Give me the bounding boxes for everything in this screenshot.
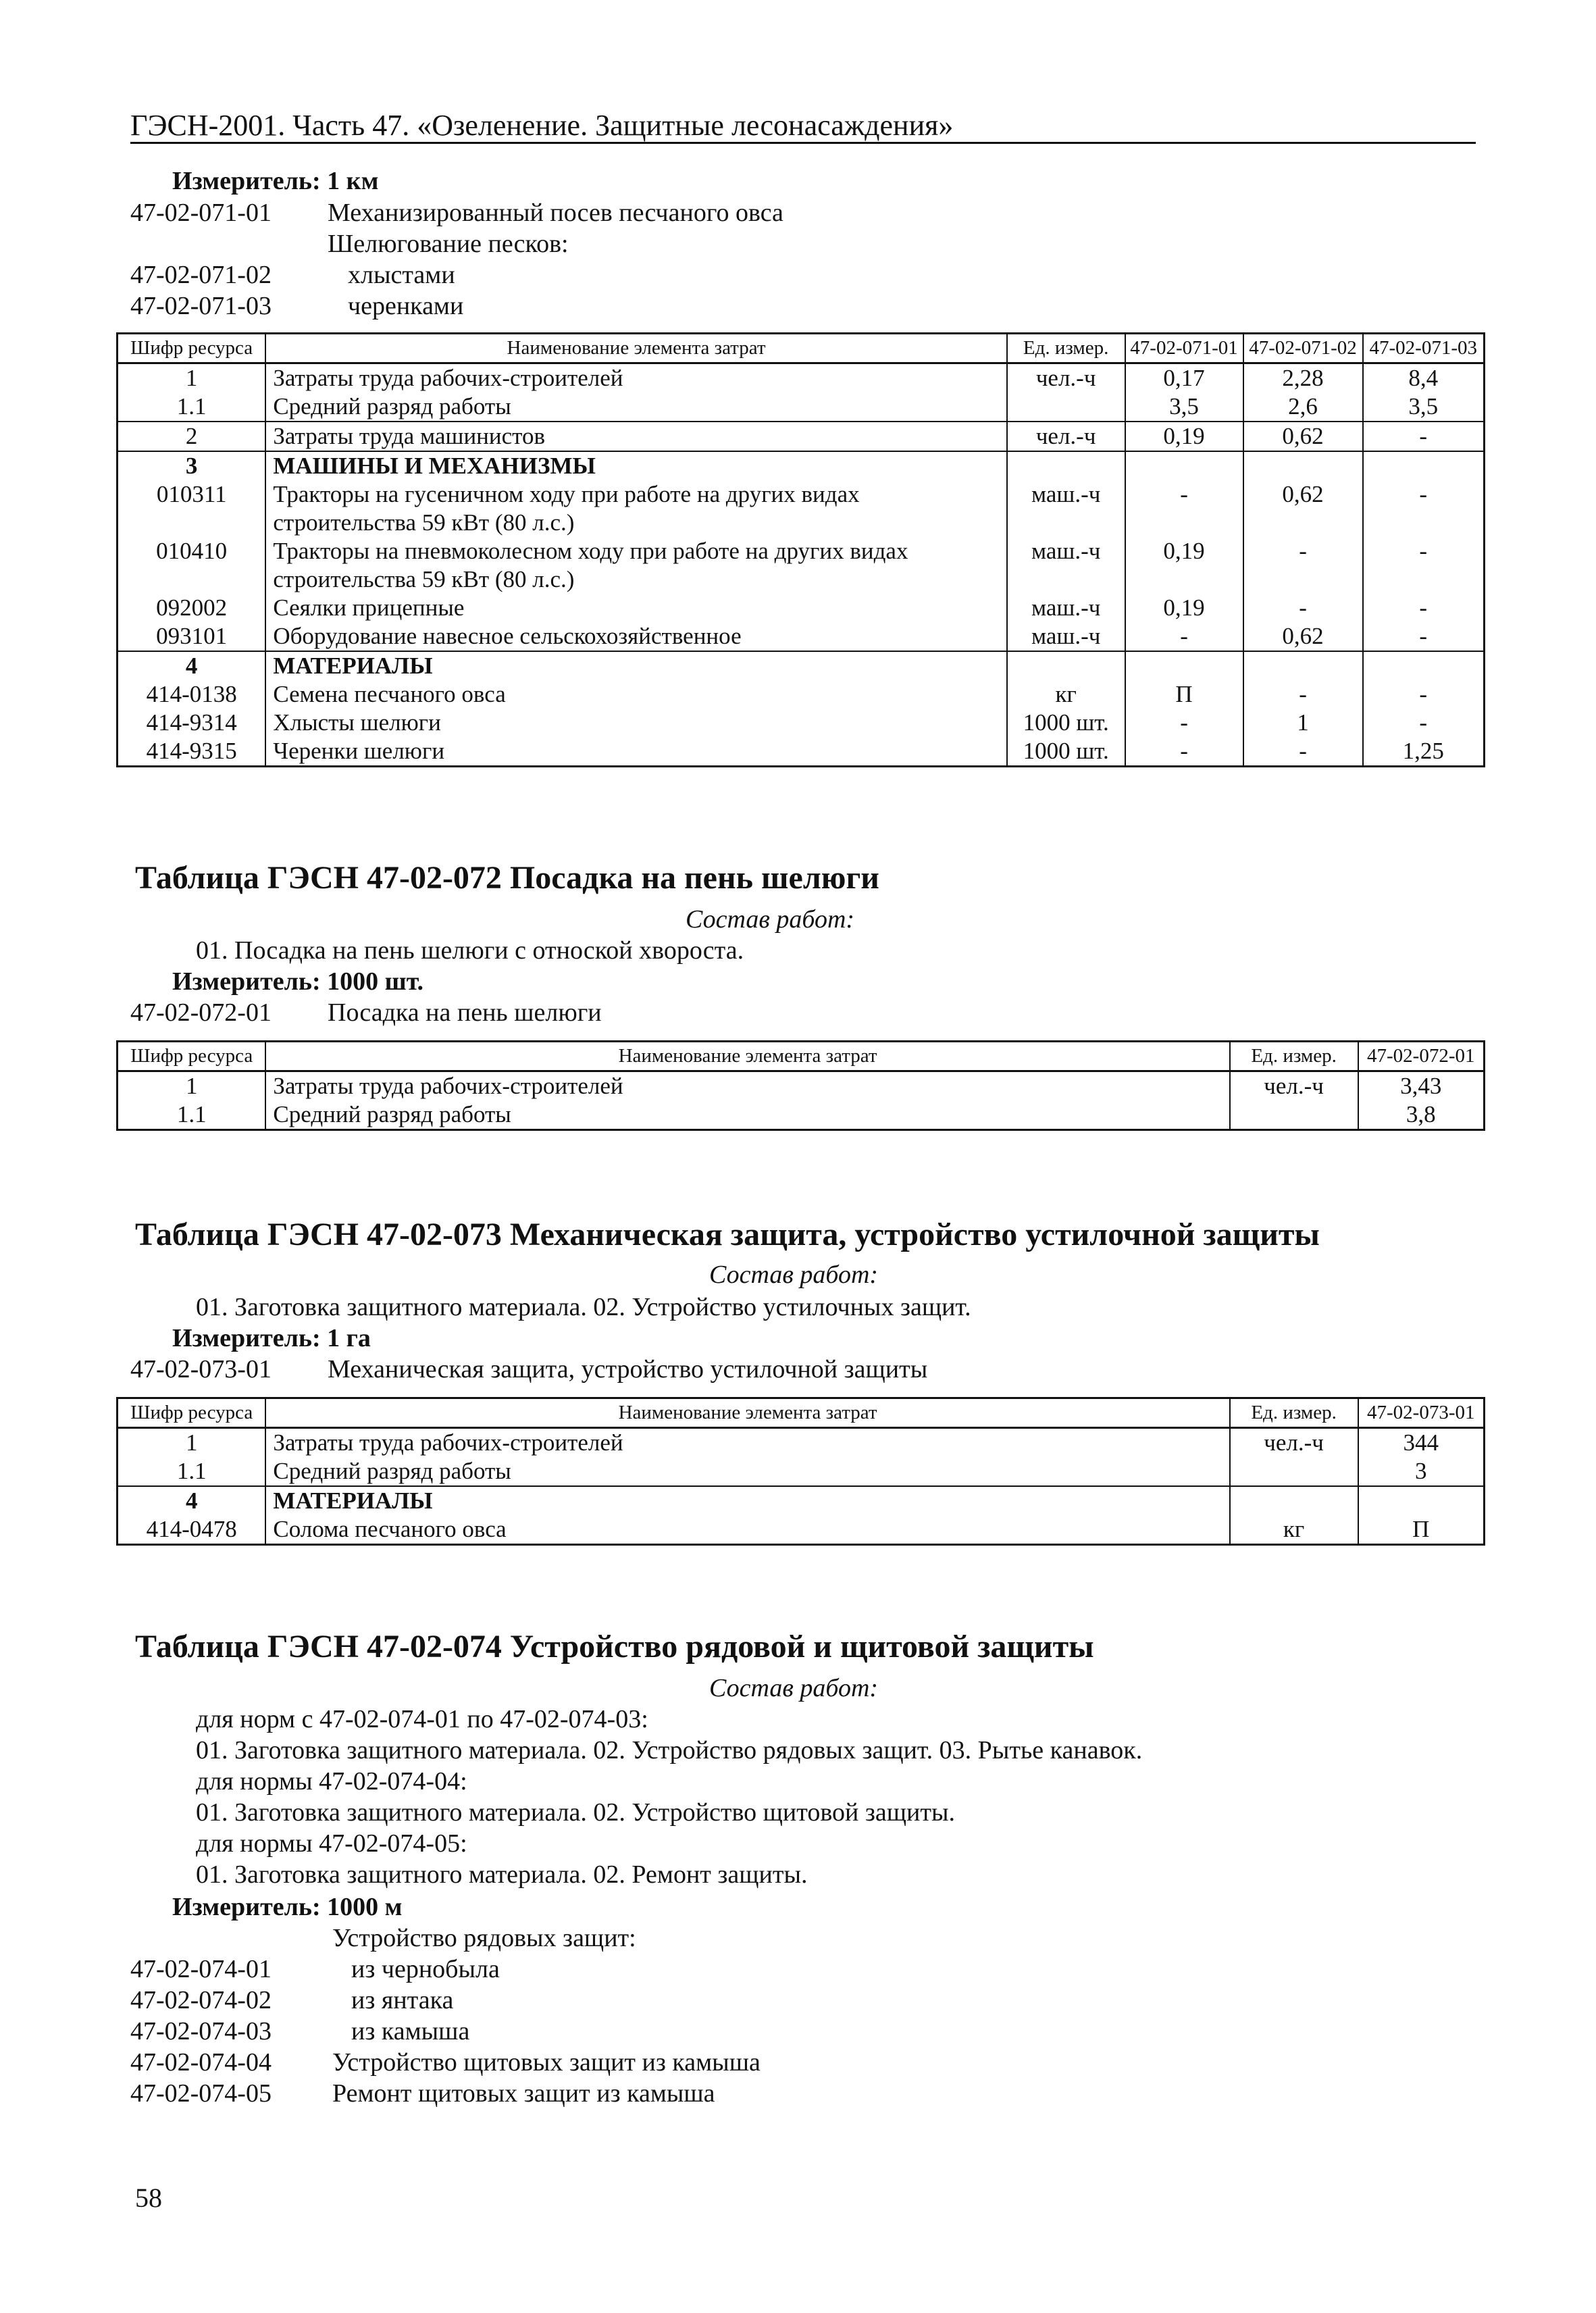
cell-value: 3,5 bbox=[1363, 392, 1485, 422]
cell-unit: кг bbox=[1007, 680, 1125, 709]
cell-value: П bbox=[1358, 1515, 1485, 1545]
norm-code: 47-02-074-02 bbox=[130, 1986, 272, 2014]
cell-name: Затраты труда рабочих-строителей bbox=[265, 1071, 1229, 1101]
cell-unit: чел.-ч bbox=[1007, 363, 1125, 393]
cell-value: 2,28 bbox=[1243, 363, 1363, 393]
norm-code: 47-02-073-01 bbox=[130, 1355, 272, 1383]
header-cell: Ед. измер. bbox=[1230, 1042, 1358, 1071]
cell-value: 8,4 bbox=[1363, 363, 1485, 393]
norm-code: 47-02-074-04 bbox=[130, 2048, 272, 2077]
table-row bbox=[118, 1486, 1485, 1515]
cell-value: - bbox=[1363, 709, 1485, 737]
composition-label: Состав работ: bbox=[709, 1261, 879, 1289]
cell-code: 1 bbox=[118, 1428, 266, 1458]
cell-name: Затраты труда машинистов bbox=[265, 422, 1006, 451]
table-row bbox=[118, 594, 1485, 622]
norm-text: черенками bbox=[348, 292, 464, 320]
resource-table-071 bbox=[116, 332, 1485, 767]
norm-text: Механическая защита, устройство устилочной защиты bbox=[328, 1355, 928, 1383]
page-number: 58 bbox=[135, 2183, 162, 2213]
table-row bbox=[118, 1100, 1485, 1130]
composition-line: для норм с 47-02-074-01 по 47-02-074-03: bbox=[196, 1705, 648, 1733]
norm-code: 47-02-074-03 bbox=[130, 2017, 272, 2045]
cell-code: 1.1 bbox=[118, 1100, 266, 1130]
cell-name: Сеялки прицепные bbox=[265, 594, 1006, 622]
header-cell: 47-02-072-01 bbox=[1358, 1042, 1485, 1071]
table-row bbox=[118, 622, 1485, 651]
cell-value: 0,62 bbox=[1243, 480, 1363, 537]
cell-unit bbox=[1230, 1100, 1358, 1130]
cell-code: 093101 bbox=[118, 622, 266, 651]
table-title-073: Таблица ГЭСН 47-02-073 Механическая защита, устройство устилочной защиты bbox=[135, 1217, 1320, 1252]
header-cell: Наименование элемента затрат bbox=[265, 1042, 1229, 1071]
cell-value: - bbox=[1363, 680, 1485, 709]
norm-code: 47-02-074-01 bbox=[130, 1955, 272, 1983]
cell-unit bbox=[1007, 651, 1125, 680]
cell-value: - bbox=[1363, 594, 1485, 622]
norm-text: из чернобыла bbox=[351, 1955, 500, 1983]
header-rule bbox=[130, 142, 1476, 144]
cell-group-title: МАТЕРИАЛЫ bbox=[265, 1486, 1229, 1515]
cell-value: - bbox=[1363, 480, 1485, 537]
composition-line: 01. Заготовка защитного материала. 02. Ремонт защиты. bbox=[196, 1860, 808, 1889]
norm-code: 47-02-071-02 bbox=[130, 261, 272, 289]
cell-code: 1.1 bbox=[118, 1457, 266, 1486]
norm-group-heading: Шелюгование песков: bbox=[328, 230, 569, 258]
cell-code: 092002 bbox=[118, 594, 266, 622]
cell-code: 414-0478 bbox=[118, 1515, 266, 1545]
cell-code: 2 bbox=[118, 422, 266, 451]
composition-line: для нормы 47-02-074-04: bbox=[196, 1767, 467, 1796]
header-cell: 47-02-071-02 bbox=[1243, 334, 1363, 363]
norm-text: Ремонт щитовых защит из камыша bbox=[332, 2079, 715, 2108]
cell-code: 3 bbox=[118, 451, 266, 480]
composition-label: Состав работ: bbox=[709, 1674, 879, 1702]
table-row bbox=[118, 537, 1485, 594]
header-cell: 47-02-071-01 bbox=[1125, 334, 1243, 363]
table-title-074: Таблица ГЭСН 47-02-074 Устройство рядовой и щитовой защиты bbox=[135, 1629, 1094, 1664]
cell-value: - bbox=[1243, 594, 1363, 622]
cell-unit bbox=[1230, 1457, 1358, 1486]
composition-text: 01. Посадка на пень шелюги с отноской хвороста. bbox=[196, 936, 744, 965]
cell-name: Средний разряд работы bbox=[265, 1457, 1229, 1486]
norm-text: Посадка на пень шелюги bbox=[328, 998, 602, 1027]
table-row bbox=[118, 451, 1485, 480]
cell-name: Затраты труда рабочих-строителей bbox=[265, 363, 1006, 393]
cell-value bbox=[1363, 651, 1485, 680]
header-cell: Наименование элемента затрат bbox=[265, 334, 1006, 363]
cell-name: Затраты труда рабочих-строителей bbox=[265, 1428, 1229, 1458]
header-cell: Шифр ресурса bbox=[118, 334, 266, 363]
composition-line: для нормы 47-02-074-05: bbox=[196, 1829, 467, 1858]
cell-value: 3 bbox=[1358, 1457, 1485, 1486]
norm-text: Механизированный посев песчаного овса bbox=[328, 199, 783, 227]
measure-072: Измеритель: 1000 шт. bbox=[172, 967, 424, 996]
norm-code: 47-02-071-03 bbox=[130, 292, 272, 320]
cell-code: 1 bbox=[118, 1071, 266, 1101]
cell-name: Семена песчаного овса bbox=[265, 680, 1006, 709]
cell-unit: маш.-ч bbox=[1007, 594, 1125, 622]
cell-code: 1.1 bbox=[118, 392, 266, 422]
cell-code: 4 bbox=[118, 1486, 266, 1515]
cell-value bbox=[1358, 1486, 1485, 1515]
table-title-072: Таблица ГЭСН 47-02-072 Посадка на пень шелюги bbox=[135, 860, 879, 896]
cell-value: - bbox=[1363, 422, 1485, 451]
composition-line: 01. Заготовка защитного материала. 02. Устройство рядовых защит. 03. Рытье канавок. bbox=[196, 1736, 1143, 1764]
cell-name: Солома песчаного овса bbox=[265, 1515, 1229, 1545]
cell-value: 3,43 bbox=[1358, 1071, 1485, 1101]
cell-value: 1 bbox=[1243, 709, 1363, 737]
cell-value: 0,19 bbox=[1125, 537, 1243, 594]
cell-value bbox=[1243, 651, 1363, 680]
table-row bbox=[118, 363, 1485, 393]
cell-unit bbox=[1007, 392, 1125, 422]
cell-value bbox=[1363, 451, 1485, 480]
norm-code: 47-02-072-01 bbox=[130, 998, 272, 1027]
cell-group-title: МАТЕРИАЛЫ bbox=[265, 651, 1006, 680]
cell-value: 0,19 bbox=[1125, 422, 1243, 451]
table-row bbox=[118, 422, 1485, 451]
cell-code: 4 bbox=[118, 651, 266, 680]
cell-value: 0,17 bbox=[1125, 363, 1243, 393]
composition-label: Состав работ: bbox=[686, 905, 855, 934]
cell-unit: 1000 шт. bbox=[1007, 737, 1125, 767]
cell-value: - bbox=[1125, 622, 1243, 651]
header-cell: Ед. измер. bbox=[1230, 1398, 1358, 1428]
resource-table-073 bbox=[116, 1397, 1485, 1546]
cell-name: Тракторы на пневмоколесном ходу при работе на других видах строительства 59 кВт (80 л.с.) bbox=[265, 537, 1006, 594]
cell-name: Средний разряд работы bbox=[265, 1100, 1229, 1130]
cell-name: Хлысты шелюги bbox=[265, 709, 1006, 737]
table-row bbox=[118, 1071, 1485, 1101]
cell-name: Тракторы на гусеничном ходу при работе на других видах строительства 59 кВт (80 л.с.) bbox=[265, 480, 1006, 537]
norm-text: из янтака bbox=[351, 1986, 454, 2014]
cell-unit: маш.-ч bbox=[1007, 537, 1125, 594]
cell-value: 3,8 bbox=[1358, 1100, 1485, 1130]
cell-code: 414-0138 bbox=[118, 680, 266, 709]
cell-unit: кг bbox=[1230, 1515, 1358, 1545]
composition-line: 01. Заготовка защитного материала. 02. Устройство щитовой защиты. bbox=[196, 1798, 956, 1827]
cell-value: - bbox=[1363, 537, 1485, 594]
cell-code: 414-9314 bbox=[118, 709, 266, 737]
cell-name: Средний разряд работы bbox=[265, 392, 1006, 422]
resource-table-072 bbox=[116, 1040, 1485, 1131]
cell-code: 010311 bbox=[118, 480, 266, 537]
cell-value: - bbox=[1243, 537, 1363, 594]
table-row bbox=[118, 480, 1485, 537]
header-cell: Шифр ресурса bbox=[118, 1042, 266, 1071]
measure-071: Измеритель: 1 км bbox=[172, 167, 379, 195]
cell-value: - bbox=[1363, 622, 1485, 651]
cell-value bbox=[1125, 651, 1243, 680]
cell-unit: чел.-ч bbox=[1007, 422, 1125, 451]
header-cell: 47-02-071-03 bbox=[1363, 334, 1485, 363]
table-row bbox=[118, 709, 1485, 737]
norm-text: из камыша bbox=[351, 2017, 470, 2045]
cell-name: Оборудование навесное сельскохозяйственное bbox=[265, 622, 1006, 651]
cell-unit: маш.-ч bbox=[1007, 480, 1125, 537]
cell-value: П bbox=[1125, 680, 1243, 709]
cell-value: - bbox=[1125, 709, 1243, 737]
norm-code: 47-02-074-05 bbox=[130, 2079, 272, 2108]
cell-value: 1,25 bbox=[1363, 737, 1485, 767]
header-cell: Наименование элемента затрат bbox=[265, 1398, 1229, 1428]
table-row bbox=[118, 737, 1485, 767]
measure-073: Измеритель: 1 га bbox=[172, 1324, 371, 1352]
norm-code: 47-02-071-01 bbox=[130, 199, 272, 227]
table-row bbox=[118, 1515, 1485, 1545]
cell-value: - bbox=[1243, 737, 1363, 767]
table-row bbox=[118, 1457, 1485, 1486]
running-title: ГЭСН-2001. Часть 47. «Озеленение. Защитные лесонасаждения» bbox=[130, 109, 954, 142]
cell-value: - bbox=[1243, 680, 1363, 709]
cell-code: 010410 bbox=[118, 537, 266, 594]
norm-text: Устройство щитовых защит из камыша bbox=[332, 2048, 761, 2077]
header-cell: Шифр ресурса bbox=[118, 1398, 266, 1428]
cell-value bbox=[1243, 451, 1363, 480]
norm-group-heading: Устройство рядовых защит: bbox=[332, 1924, 636, 1952]
cell-value bbox=[1125, 451, 1243, 480]
cell-value: - bbox=[1125, 480, 1243, 537]
table-row bbox=[118, 651, 1485, 680]
cell-value: - bbox=[1125, 737, 1243, 767]
cell-unit: маш.-ч bbox=[1007, 622, 1125, 651]
measure-074: Измеритель: 1000 м bbox=[172, 1893, 403, 1921]
header-cell: 47-02-073-01 bbox=[1358, 1398, 1485, 1428]
cell-unit: 1000 шт. bbox=[1007, 709, 1125, 737]
norm-text: хлыстами bbox=[348, 261, 455, 289]
cell-group-title: МАШИНЫ И МЕХАНИЗМЫ bbox=[265, 451, 1006, 480]
cell-value: 2,6 bbox=[1243, 392, 1363, 422]
cell-value: 0,19 bbox=[1125, 594, 1243, 622]
cell-name: Черенки шелюги bbox=[265, 737, 1006, 767]
cell-value: 0,62 bbox=[1243, 622, 1363, 651]
header-cell: Ед. измер. bbox=[1007, 334, 1125, 363]
cell-value: 344 bbox=[1358, 1428, 1485, 1458]
table-row bbox=[118, 680, 1485, 709]
cell-value: 3,5 bbox=[1125, 392, 1243, 422]
cell-unit: чел.-ч bbox=[1230, 1071, 1358, 1101]
table-row bbox=[118, 392, 1485, 422]
cell-value: 0,62 bbox=[1243, 422, 1363, 451]
cell-code: 1 bbox=[118, 363, 266, 393]
cell-code: 414-9315 bbox=[118, 737, 266, 767]
composition-text: 01. Заготовка защитного материала. 02. Устройство устилочных защит. bbox=[196, 1293, 971, 1321]
table-row bbox=[118, 1428, 1485, 1458]
cell-unit bbox=[1007, 451, 1125, 480]
cell-unit: чел.-ч bbox=[1230, 1428, 1358, 1458]
cell-unit bbox=[1230, 1486, 1358, 1515]
